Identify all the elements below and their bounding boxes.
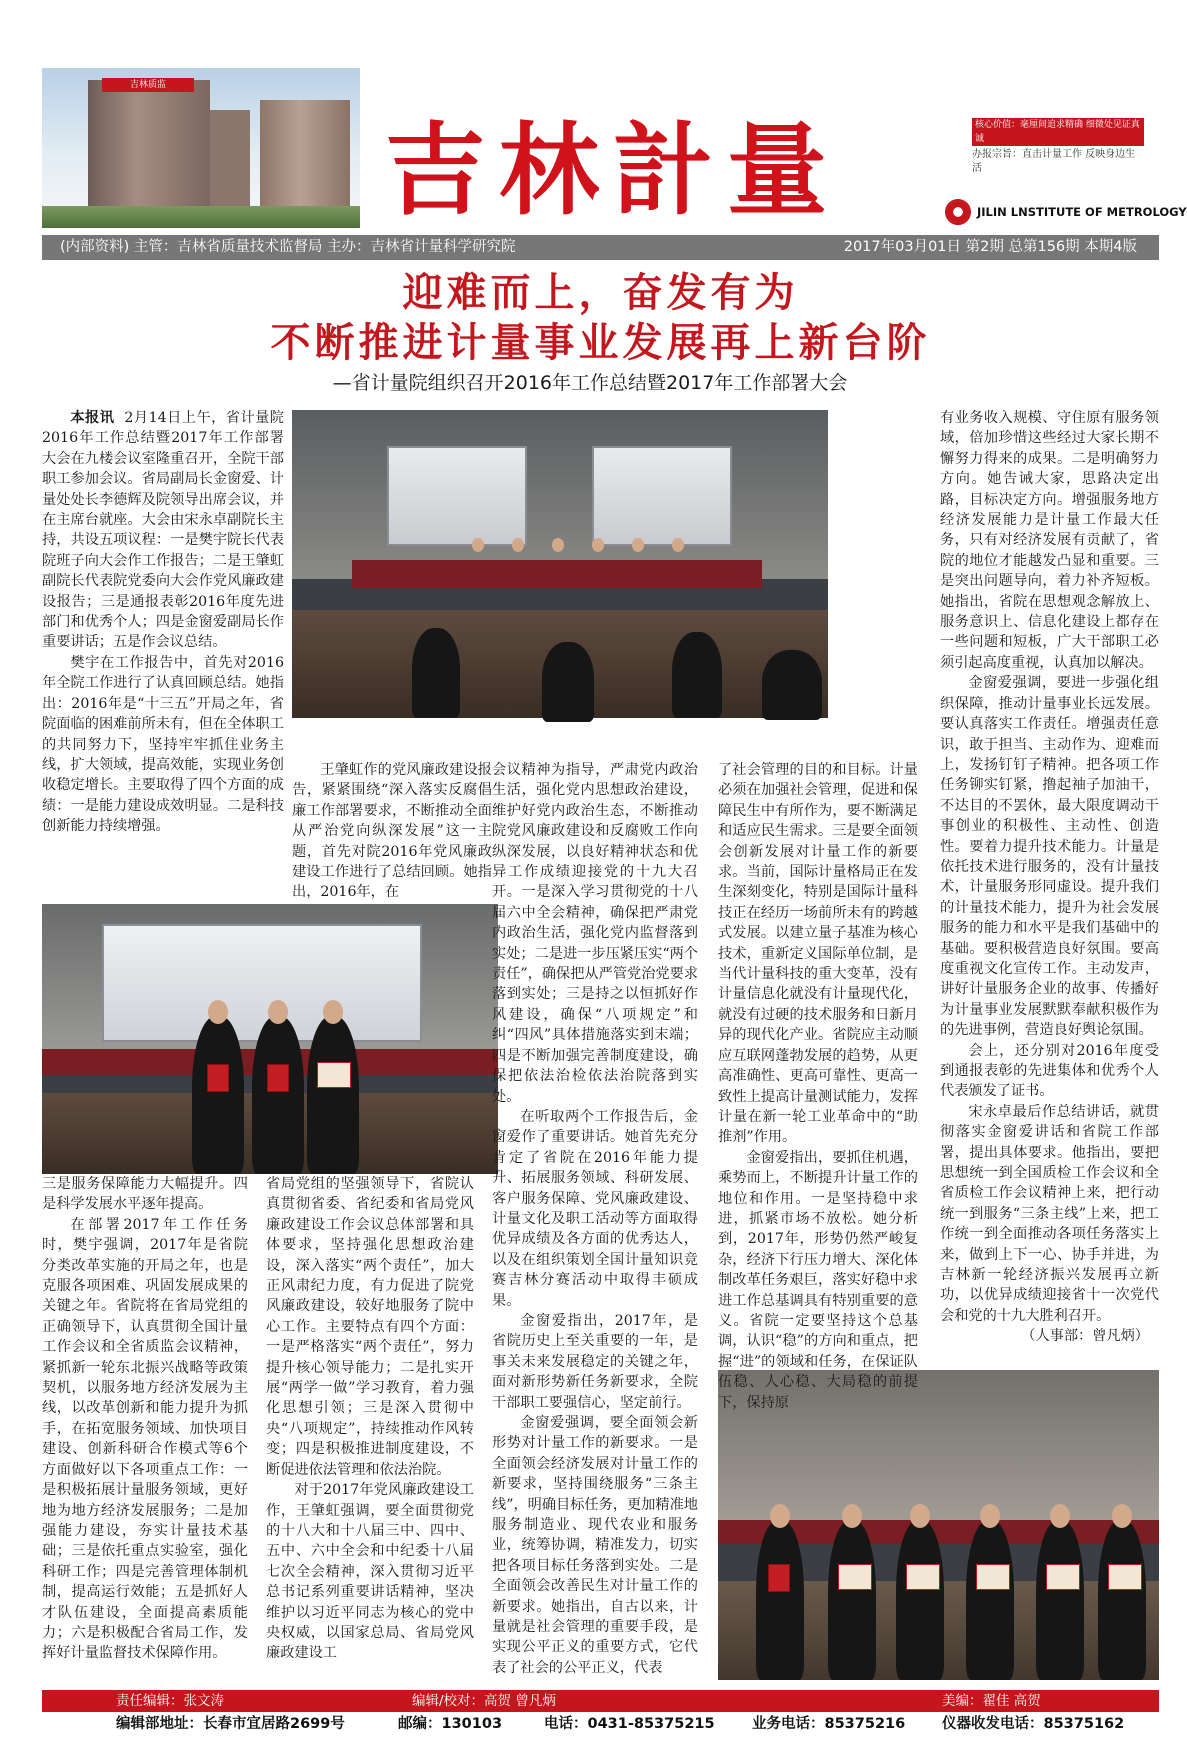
article-paragraph: 宋永卓最后作总结讲话，就贯彻落实金窗爱讲话和省院工作部署，提出具体要求。他指出，要把思想统一到全国质检工作会议和全省质检工作会议精神上来，把行动统一到服务“三条主线”上来，把工作统一到全面推动各项任务落实上来，做到上下一心、协手并进，为吉林新一轮经济振兴发展再立新功，以优异成绩迎接省十一次党代会和党的十九大胜利召开。 bbox=[940, 1103, 1159, 1324]
article-col2-bottom bbox=[266, 1174, 474, 1684]
article-paragraph: 有业务收入规模、守住原有服务领域，倍加珍惜这些经过大家长期不懈努力得来的成果。二是明确努力方向。她告诫大家，思路决定出路，目标决定方向。增强服务地方经济发展能力是计量工作最大任务，只有对经济发展有贡献了，省院的地位才能越发凸显和重要。三是突出问题导向，着力补齐短板。她指出，省院在思想观念解放上、服务意识上、信息化建设上都存在一些问题和短板，广大干部职工必须引起高度重视，认真加以解决。 bbox=[940, 410, 1159, 671]
issue-date-info: 2017年03月01日 第2期 总第156期 本期4版 bbox=[843, 239, 1137, 255]
issue-publisher-info: (内部资料) 主管：吉林省质量技术监督局 主办：吉林省计量科学研究院 bbox=[60, 239, 516, 255]
footer-postcode: 邮编：130103 bbox=[398, 1716, 503, 1732]
headline bbox=[42, 268, 1159, 368]
institute-emblem-icon bbox=[945, 199, 971, 225]
article-paragraph: 会上，还分别对2016年度受到通报表彰的先进集体和优秀个人代表颁发了证书。 bbox=[940, 1042, 1159, 1100]
footer-designers: 美编：翟佳 高贺 bbox=[942, 1693, 1041, 1709]
slogan-core-values: 核心价值：毫厘间追求精确 细微处见证真诚 bbox=[972, 118, 1144, 146]
article-col1-bottom bbox=[42, 1174, 248, 1684]
article-paragraph: 王肇虹作的党风廉政建设报告，紧紧围绕“深入落实反腐倡廉工作部署要求，不断推动全面从严治党向纵深发展”这一主题，首先对院2016年党风廉政建设工作进行了总结回顾。她指出，2016年，在 bbox=[292, 762, 492, 901]
article-paragraph: 三是服务保障能力大幅提升。四是科学发展水平逐年提高。 bbox=[42, 1176, 248, 1213]
issue-info-bar bbox=[42, 235, 1159, 260]
footer-phone: 电话：0431-85375215 bbox=[544, 1716, 715, 1732]
article-col4 bbox=[718, 760, 918, 1411]
article-byline: （人事部：曾凡炳） bbox=[1021, 1328, 1149, 1345]
headline-line-1: 迎难而上，奋发有为 bbox=[402, 270, 799, 316]
footer-instrument-phone: 仪器收发电话：85375162 bbox=[942, 1716, 1125, 1732]
slogan-box bbox=[972, 118, 1144, 172]
masthead-building-photo bbox=[42, 68, 360, 228]
article-paragraph: 2月14日上午，省计量院2016年工作总结暨2017年工作部署大会在九楼会议室隆重召开，全院干部职工参加会议。省局副局长金窗爱、计量处处长李德辉及院领导出席会议，并在主席台就座。大会由宋永卓副院长主持，共设五项议程：一是樊宇院长代表院班子向大会作工作报告；二是王肇虹副院长代表院党委向大会作党风廉政建设报告；三是通报表彰2016年度先进部门和优秀个人；四是金窗爱副局长作重要讲话；五是作会议总结。 bbox=[42, 410, 284, 651]
slogan-purpose: 办报宗旨：直击计量工作 反映身边生活 bbox=[972, 149, 1136, 174]
article-paragraph: 对于2017年党风廉政建设工作，王肇虹强调，要全面贯彻党的十八大和十八届三中、四中、五中、六中全会和中纪委十八届七次全会精神，深入贯彻习近平总书记系列重要讲话精神，坚决维护以习近平同志为核心的党中央权威，以国家总局、省局党风廉政建设工 bbox=[266, 1482, 474, 1662]
article-col3 bbox=[492, 760, 698, 1684]
article-paragraph: 金窗爱指出，要抓住机遇，乘势而上，不断提升计量工作的地位和作用。一是坚持稳中求进，抓紧市场不放松。她分析到，2017年，形势仍然严峻复杂，经济下行压力增大、深化体制改革任务艰巨，落实好稳中求进工作总基调具有特别重要的意义。省院一定要坚持这个总基调，认识“稳”的方向和重点，把握“进”的领域和任务，在保证队伍稳、人心稳、大局稳的前提下，保持原 bbox=[718, 1149, 918, 1411]
article-paragraph: 樊宇在工作报告中，首先对2016年全院工作进行了认真回顾总结。她指出：2016年是“十三五”开局之年，省院面临的困难前所未有，但在全体职工的共同努力下，坚持牢牢抓住业务主线，扩大领域，提高效能，实现业务创收稳定增长。主要取得了四个方面的成绩：一是能力建设成效明显。二是科技创新能力持续增强。 bbox=[42, 654, 284, 835]
article-paragraph: 会议精神为指导，严肃党内政治生活，强化党内思想政治建设，维护好党内政治生态，不断推动院党风廉政建设和反腐败工作向纵深发展，以良好精神状态和优异工作成绩迎接党的十九大召开。一是深入学习贯彻党的十八届六中全会精神，确保把严肃党内政治生活，强化党内监督落到实处；二是进一步压紧压实“两个责任”，确保把从严管党治党要求落到实处；三是持之以恒抓好作风建设，确保“八项规定”和纠“四风”具体措施落实到末端；四是不断加强完善制度建设，确保把依法治检依法治院落到实处。 bbox=[492, 762, 698, 1105]
institute-english-name: JILIN LNSTITUTE OF METROLOGY bbox=[977, 205, 1187, 219]
footer-contact-bar bbox=[42, 1712, 1159, 1736]
article-paragraph: 金窗爱指出，2017年，是省院历史上至关重要的一年，是事关未来发展稳定的关键之年，面对新形势新任务新要求，全院干部职工要强信心，坚定前行。 bbox=[492, 1312, 698, 1411]
headline-line-2: 不断推进计量事业发展再上新台阶 bbox=[270, 320, 931, 366]
photo-award-ceremony-1 bbox=[42, 904, 498, 1174]
footer-address: 编辑部地址：长春市宜居路2699号 bbox=[116, 1716, 345, 1732]
footer-business-phone: 业务电话：85375216 bbox=[752, 1716, 906, 1732]
footer-proofreaders: 编辑/校对：高贺 曾凡炳 bbox=[412, 1693, 556, 1709]
article-paragraph: 在听取两个工作报告后，金窗爱作了重要讲话。她首先充分肯定了省院在2016年能力提升、拓展服务领域、科研发展、客户服务保障、党风廉政建设、计量文化及职工活动等方面取得优异成绩及各方面的优秀达人，以及在组织策划全国计量知识竞赛吉林分赛活动中取得丰硕成果。 bbox=[492, 1108, 698, 1309]
article-paragraph: 金窗爱强调，要全面领会新形势对计量工作的新要求。一是全面领会经济发展对计量工作的新要求，坚持围绕服务“三条主线”，明确目标任务，更加精准地服务制造业、现代农业和服务业，统筹协调，精准发力，切实把各项目标任务落到实处。二是全面领会改善民生对计量工作的新要求。她指出，自古以来，计量就是社会管理的重要手段，是实现公平正义的重要方式，它代表了社会的公平正义，代表 bbox=[492, 1415, 698, 1676]
article-col2-mid bbox=[292, 760, 492, 900]
article-paragraph: 在部署2017年工作任务时，樊宇强调，2017年是省院分类改革实施的开局之年，也是克服各项困难、巩固发展成果的关键之年。省院将在省局党组的正确领导下，认真贯彻全国计量工作会议和全省质监会议精神，紧抓新一轮东北振兴战略等政策契机，以服务地方经济发展为主线，以改革创新和能力提升为抓手，在拓宽服务领域、加快项目建设、创新科研合作模式等6个方面做好以下各项重点工作：一是积极拓展计量服务领域，更好地为地方经济发展服务；二是加强能力建设，夯实计量技术基础；三是依托重点实验室，强化科研工作；四是完善管理体制机制，提高运行效能；五是抓好人才队伍建设，全面提高素质能力；六是积极配合省局工作，发挥好计量监督技术保障作用。 bbox=[42, 1216, 248, 1662]
photo-conference-hall bbox=[292, 410, 828, 718]
footer-editor: 责任编辑：张文涛 bbox=[116, 1693, 224, 1709]
article-lead-label: 本报讯 bbox=[70, 410, 115, 426]
article-col5 bbox=[940, 408, 1159, 1366]
footer-editors-bar bbox=[42, 1690, 1159, 1712]
subheadline: —省计量院组织召开2016年工作总结暨2017年工作部署大会 bbox=[332, 372, 848, 394]
article-paragraph: 了社会管理的目的和目标。计量必须在加强社会管理，促进和保障民生中有所作为，要不断满足和适应民生需求。三是要全面领会创新发展对计量工作的新要求。当前，国际计量格局正在发生深刻变化，特别是国际计量科技正在经历一场前所未有的跨越式发展。以建立量子基准为核心技术，重新定义国际单位制，是当代计量科技的重大变革，没有计量信息化就没有计量现代化，就没有过硬的技术服务和日新月异的现代化产业。省院应主动顺应互联网蓬勃发展的趋势，从更高准确性、更高可靠性、更高一致性上提高计量测试能力，发挥计量在新一轮工业革命中的“助推剂”作用。 bbox=[718, 762, 918, 1146]
building-sign: 吉林质监 bbox=[102, 78, 194, 92]
article-paragraph: 省局党组的坚强领导下，省院认真贯彻省委、省纪委和省局党风廉政建设工作会议总体部署和具体要求，坚持强化思想政治建设，深入落实“两个责任”，加大正风肃纪力度，有力促进了院党风廉政建设，较好地服务了院中心工作。主要特点有四个方面：一是严格落实“两个责任”，努力提升核心领导能力；二是扎实开展“两学一做”学习教育，着力强化思想引领；三是深入贯彻中央“八项规定”，持续推动作风转变；四是积极推进制度建设，不断促进依法管理和依法治院。 bbox=[266, 1176, 474, 1478]
article-paragraph: 金窗爱强调，要进一步强化组织保障，推动计量事业长远发展。要认真落实工作责任。增强责任意识，敢于担当、主动作为、迎难而上，发扬钉钉子精神。把各项工作任务铆实钉紧，撸起袖子加油干，不达目的不罢休，最大限度调动干事创业的积极性、主动性、创造性。要着力提升技术能力。计量是依托技术进行服务的，没有计量技术，计量服务形同虚设。提升我们的计量技术能力，提升为社会发展服务的能力和水平是我们基础中的基础。要积极营造良好氛围。要高度重视文化宣传工作。主动发声，讲好计量服务企业的故事、传播好为计量事业发展默默奉献积极作为的先进事例，营造良好舆论氛围。 bbox=[940, 675, 1159, 1039]
newspaper-title: 吉林計量 bbox=[385, 111, 841, 229]
photo-award-ceremony-2 bbox=[718, 1370, 1159, 1680]
article-col1-top bbox=[42, 408, 284, 898]
